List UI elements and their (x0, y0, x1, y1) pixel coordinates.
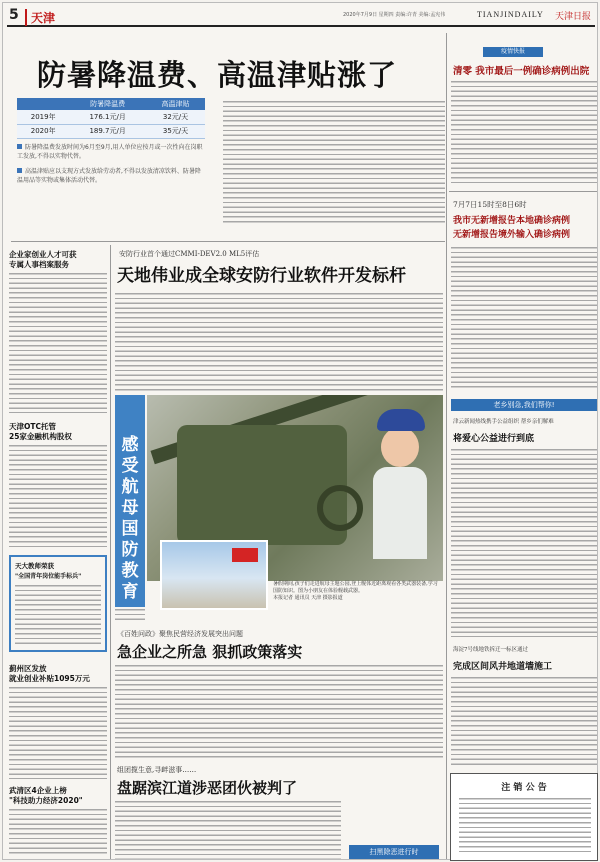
left-headline-3b: "全国青年岗位能手标兵" (15, 573, 82, 580)
right-lower-kicker: 津云新闻热线携手公益组织 帮乡亲们解难 (453, 419, 554, 425)
left-text-5 (9, 807, 107, 857)
table-cell: 176.1元/月 (69, 110, 146, 124)
center-headline-3: 盘踞滨江道涉恶团伙被判了 (117, 779, 298, 797)
center-text-2 (115, 607, 145, 621)
left-headline-3a: 天大教师荣获 (15, 562, 54, 570)
right-top-headline: 清零 我市最后一例确诊病例出院 (453, 66, 590, 77)
lead-body-text (223, 99, 445, 223)
table-row (17, 110, 205, 124)
right-lower-headline-2: 完成区间风井地道墙施工 (453, 662, 553, 672)
right-lower-headline: 将爱心公益进行到底 (453, 434, 535, 444)
left-text-1 (9, 271, 107, 413)
left-text-4 (9, 685, 107, 779)
left-headline-5a: 武清区4企业上榜 (9, 786, 67, 795)
column-divider (110, 245, 111, 859)
right-mid-kicker: 7月7日15时至8日6时 (453, 200, 527, 209)
notice-text (459, 796, 591, 854)
page-number: 5 (9, 7, 19, 23)
notice-title: 注 销 公 告 (501, 783, 547, 793)
left-text-2 (9, 443, 107, 549)
weapon-mount (177, 425, 347, 545)
square-bullet-icon (17, 144, 22, 149)
cancellation-notice (450, 773, 598, 861)
square-bullet-icon (17, 168, 22, 173)
left-headline-5b: "科技助力经济2020" (9, 796, 83, 805)
center-kicker-3: 组团揽生意,寻衅滋事…… (117, 766, 197, 774)
left-text-3 (15, 583, 101, 647)
table-header (17, 98, 69, 110)
left-headline-2a: 天津OTC托管 (9, 422, 56, 431)
lead-notes (17, 143, 205, 191)
table-header: 防暑降温费 (69, 98, 146, 110)
table-header: 高温津贴 (146, 98, 205, 110)
paper-logo: 天津日报 (554, 12, 591, 22)
newspaper-page (2, 2, 598, 860)
center-text-1 (115, 291, 443, 391)
left-headline-4b: 就业创业补贴1095万元 (9, 674, 90, 683)
divider (449, 191, 597, 192)
center-text-4 (115, 799, 341, 859)
child-figure (369, 409, 431, 559)
left-headline-1a: 企业家创业人才可获 (9, 250, 77, 259)
right-mid-headline-2: 无新增报告境外输入确诊病例 (453, 230, 571, 240)
photo-caption: 暑假期间,孩子们走进航母主题公园,登上舰体近距离观看各类武器装备,学习国防知识。图为小朋友在体验舰载武器。 本报记者 通讯员 天津 摄影报道 (273, 581, 438, 601)
section-label: 天津 (25, 9, 55, 26)
column-divider (446, 33, 447, 859)
photo-credit: 本报记者 通讯员 天津 摄影报道 (273, 595, 343, 601)
divider (11, 241, 445, 242)
table-cell: 2019年 (17, 110, 69, 124)
campaign-banner: 扫黑除恶进行时 (349, 845, 439, 859)
left-headline-4a: 蓟州区发放 (9, 664, 47, 673)
left-headline-1b: 专属人事档案服务 (9, 260, 69, 269)
paper-name: TIANJINDAILY (477, 10, 544, 19)
masthead (7, 7, 595, 27)
center-kicker-2: 《百姓问政》聚焦民营经济发展突出问题 (117, 630, 243, 638)
table-cell: 32元/天 (146, 110, 205, 124)
feature-vertical-title: 感受航母国防教育 (115, 395, 145, 607)
center-kicker: 安防行业首个通过CMMI-DEV2.0 ML5评估 (119, 250, 260, 258)
center-text-3 (115, 663, 443, 759)
right-lower-kicker-2: 海淀7号线地铁拆迁一标区通过 (453, 647, 529, 653)
note-item: 高温津贴应以支现方式发放给劳动者,不得以发放清凉饮料、防暑降温用品等实物或集体活动代替。 (17, 168, 201, 184)
right-lower-text (451, 447, 597, 637)
right-top-tag: 疫情快报 (483, 47, 543, 57)
right-mid-text (451, 245, 597, 391)
right-top-text (451, 79, 597, 185)
lead-headline: 防暑降温费、高温津贴涨了 (37, 58, 398, 92)
center-headline-2: 急企业之所急 狠抓政策落实 (117, 643, 303, 661)
table-row (17, 124, 205, 138)
banner-flag (232, 548, 258, 562)
dateline: 2020年7月9日 星期四 责编:许青 美编:孟宪伟 (343, 12, 446, 18)
table-cell: 189.7元/月 (69, 124, 146, 138)
handwheel (317, 485, 363, 531)
right-lower-text-2 (451, 675, 597, 767)
right-lower-tag: 老乡别急,我们帮你! (451, 399, 597, 411)
highlight-box (9, 555, 107, 652)
note-item: 防暑降温费发放时间为6月至9月,用人单位应按月或一次性向在岗职工发放,不得以实物代替。 (17, 144, 203, 160)
table-cell: 35元/天 (146, 124, 205, 138)
inset-photo (160, 540, 268, 610)
table-cell: 2020年 (17, 124, 69, 138)
subsidy-table (17, 98, 205, 139)
left-headline-2b: 25家金融机构股权 (9, 432, 72, 441)
center-headline: 天地伟业成全球安防行业软件开发标杆 (117, 266, 406, 286)
right-mid-headline-1: 我市无新增报告本地确诊病例 (453, 216, 571, 226)
